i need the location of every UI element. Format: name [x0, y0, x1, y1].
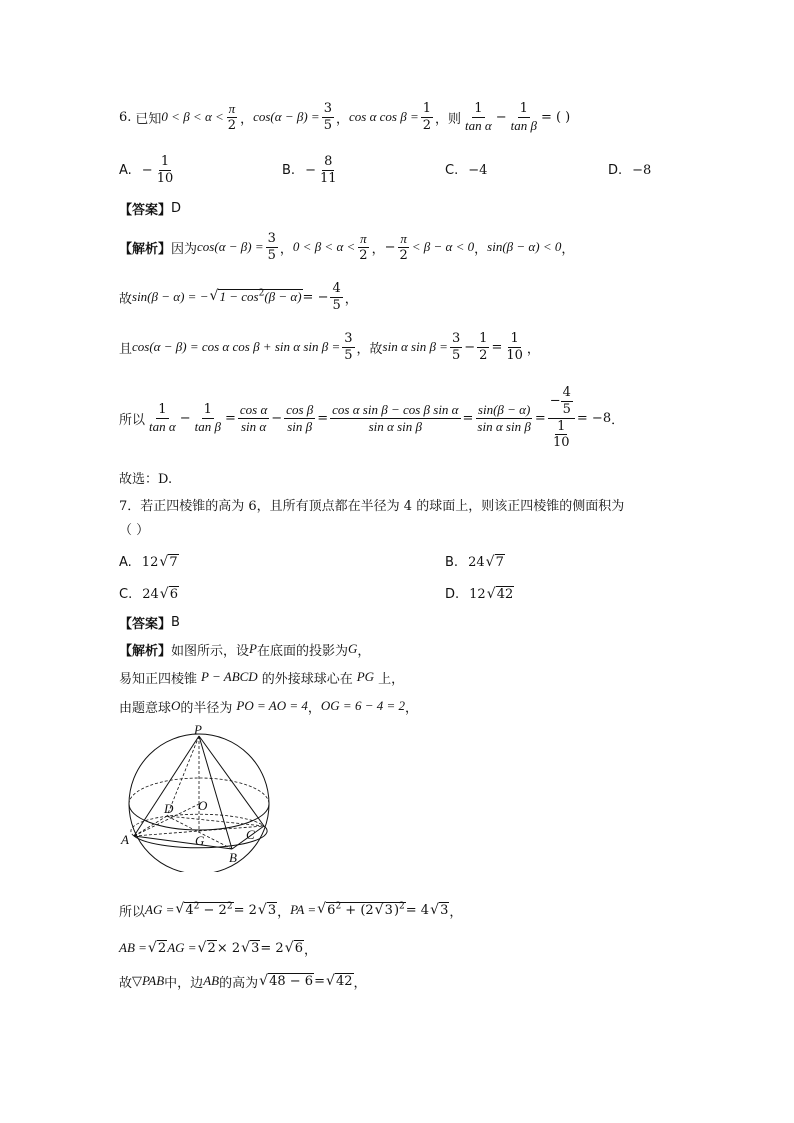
- label-a: A: [121, 832, 129, 847]
- q7-option-b[interactable]: B. 24 √ 7: [445, 550, 505, 574]
- q7-stem-paren: （ ）: [119, 522, 150, 538]
- q7-option-c[interactable]: C. 24 √ 6: [119, 582, 445, 606]
- q7-option-d[interactable]: D. 12 √ 42: [445, 582, 514, 606]
- q7-analysis-line3: 由题意球 O 的半径为 PO = AO = 4 ， OG = 6 − 4 = 2 ，: [119, 698, 419, 716]
- q7-analysis-line1: 【解析】 如图所示，设 P 在底面的投影为 G ，: [119, 641, 371, 659]
- sphere-pyramid-figure: [118, 724, 278, 872]
- label-o: O: [198, 798, 208, 813]
- fraction: $\frac{3}{5}$: [323, 100, 332, 133]
- label-d: D: [164, 801, 174, 816]
- label-b: B: [229, 850, 237, 865]
- q7-analysis-line5: AB = √ 2 AG = √ 2 × 2 √ 3 = 2 √ 6 ，: [119, 937, 317, 959]
- fraction: $\frac{1}{\text{tan β}}$: [510, 100, 537, 133]
- q7-analysis-line4: 所以 AG = √ $4^2 - 2^2$ = 2 √ 3 ， PA = √ $6^2 + (2√$ 3)$^2$ = 4 √ 3 ，: [119, 896, 462, 924]
- edge-pa: [134, 736, 199, 836]
- label-p: P: [194, 724, 202, 737]
- q6-option-b[interactable]: B. − $\frac{8}{11}$: [282, 153, 337, 186]
- q7-option-a[interactable]: A. 12 √ 7: [119, 550, 445, 574]
- q6-analysis-line2: 故 sin(β − α) = − √ $1 - \cos^2(\beta - \alpha)$ = − $\frac{4}{5}$ ，: [119, 277, 358, 317]
- label-g: G: [195, 833, 205, 848]
- q6-option-a[interactable]: A. − $\frac{1}{10}$: [119, 153, 174, 186]
- q6-analysis-line3: 且 cos(α − β) = cos α cos β + sin α sin β = $\frac{3}{5}$ ，故 sin α sin β = $\frac{3}{5}$ − $\frac{1}{2}$ = $\frac{1}{10}$ ，: [119, 330, 540, 363]
- label-c: C: [246, 827, 255, 842]
- fraction: $\frac{1}{\text{tan α}}$: [465, 100, 492, 133]
- q6-options: [119, 150, 728, 190]
- q7-answer: 【答案】 B: [119, 614, 180, 632]
- q6-analysis-line4: 所以 $\frac{1}{\text{tan α}}$ − $\frac{1}{\text{tan β}}$ = $\frac{\text{cos α}}{\text{sin α}}$ − $\frac{\text{cos β}}{\text{sin β}}$ = $\frac{\text{cos α sin β − cos β sin α}}{\text{sin α sin β}}$ = $\frac{\sin(\beta - \alpha)}{\text{sin α sin β}}$ = − $\frac{4}{5}$ $\frac{1}{10}$ = −8 ．: [119, 385, 625, 451]
- edge-cd: [167, 816, 264, 826]
- edge-pc: [199, 736, 264, 826]
- q7-analysis-line2: 易知正四棱锥 P − ABCD 的外接球球心在 PG 上，: [119, 669, 405, 687]
- q7-options-row2: [119, 582, 514, 606]
- fraction: $\frac{\pi}{2}$: [227, 100, 237, 133]
- fraction: $\frac{1}{2}$: [422, 100, 431, 133]
- q6-conclusion: 故选：D.: [119, 471, 173, 487]
- q7-analysis-line6: 故 ▽PAB 中，边 AB 的高为 √ 48 − 6 = √ 42 ，: [119, 970, 367, 992]
- q6-analysis-line1: 【解析】 因为 cos(α − β) = $\frac{3}{5}$ ， 0 < β < α < $\frac{\pi}{2}$ ， − $\frac{\pi}{2}$ < β − α < 0 ， sin(β − α) < 0 ，: [119, 230, 575, 263]
- q6-option-c[interactable]: C. −4: [445, 162, 488, 178]
- q7-stem: 7．若正四棱锥的高为 6，且所有顶点都在半径为 4 的球面上，则该正四棱锥的侧面积为: [119, 498, 625, 514]
- q7-options-row1: [119, 550, 505, 574]
- q6-option-d[interactable]: D. −8: [608, 162, 652, 178]
- q6-answer: 【答案】 D: [119, 200, 182, 218]
- q6-number: 6.: [119, 109, 132, 125]
- q6-stem: 6. 已知 0 < β < α < $\frac{\pi}{2}$ ， cos(α − β) = $\frac{3}{5}$ ， cos α cos β = $\frac{1}{2}$ ，则 $\frac{1}{\text{tan α}}$ − $\frac{1}{\text{tan β}}$ = ( ): [119, 100, 571, 133]
